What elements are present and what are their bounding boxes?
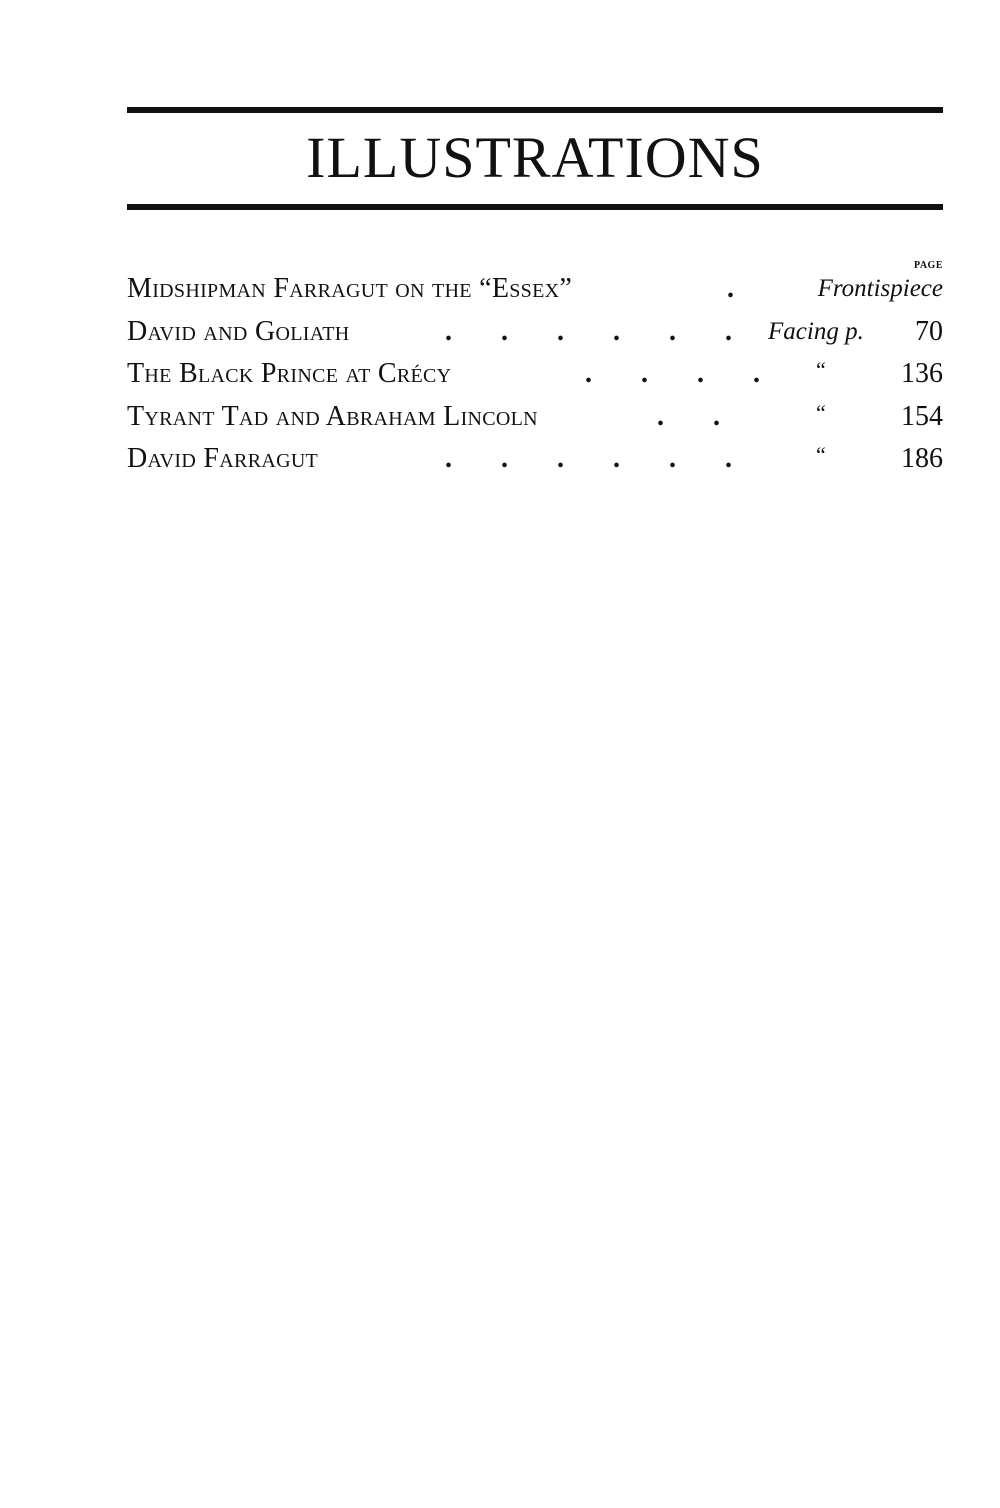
ditto-mark: “	[816, 399, 826, 425]
illustration-caption: The Black Prince at Crécy	[127, 358, 452, 389]
list-item	[127, 268, 943, 311]
dot-leader: .	[727, 273, 734, 304]
list-item	[127, 311, 943, 354]
illustration-caption: Midshipman Farragut on the “Essex”	[127, 273, 573, 304]
dot-leader: . .	[657, 400, 720, 432]
dot-leader: . . . . . .	[445, 443, 732, 474]
bottom-rule	[127, 204, 943, 210]
top-rule	[127, 107, 943, 113]
illustrations-list	[127, 268, 943, 481]
list-item	[127, 396, 943, 439]
illustration-location: Frontispiece	[817, 275, 943, 302]
illustration-location: Facing p.	[768, 317, 864, 345]
page-number: 154	[901, 400, 943, 432]
ditto-mark: “	[816, 357, 826, 382]
illustration-caption: David and Goliath	[127, 315, 350, 347]
illustration-caption: Tyrant Tad and Abraham Lincoln	[127, 400, 538, 432]
list-item	[127, 438, 943, 481]
page-number: 70	[915, 315, 943, 347]
page-column-label: PAGE	[913, 260, 943, 271]
page-number: 186	[901, 443, 943, 474]
page-number: 136	[901, 358, 943, 389]
list-item	[127, 353, 943, 396]
page-title: ILLUSTRATIONS	[306, 125, 764, 190]
dot-leader: . . . .	[585, 358, 760, 389]
dot-leader: . . . . . .	[445, 315, 732, 347]
ditto-mark: “	[816, 442, 826, 467]
illustration-caption: David Farragut	[127, 443, 319, 474]
